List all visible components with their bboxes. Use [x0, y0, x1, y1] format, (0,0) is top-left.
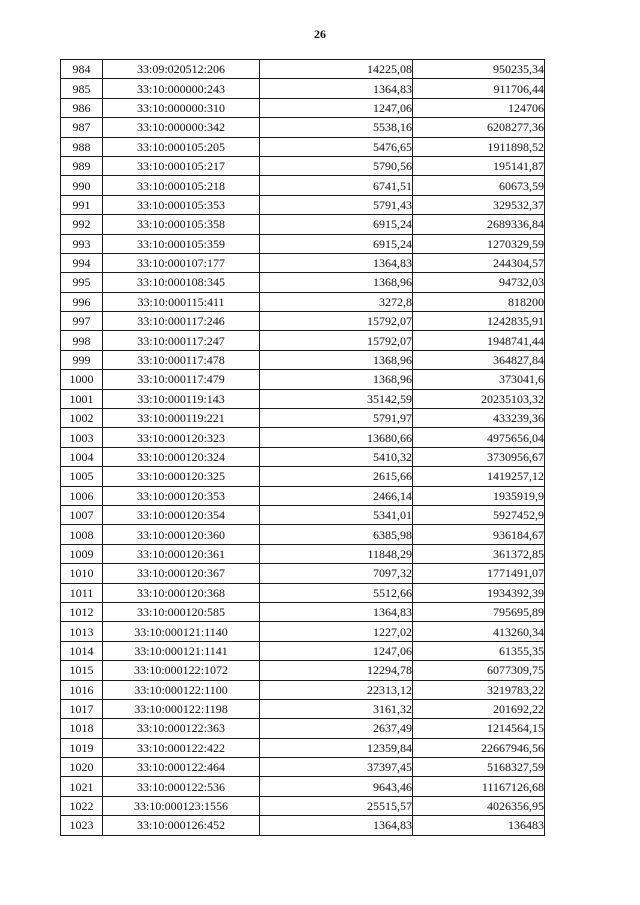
area-cell: 22313,12	[260, 680, 413, 699]
table-row	[61, 176, 545, 195]
area-cell: 12294,78	[260, 661, 413, 680]
area-cell: 1364,83	[260, 79, 413, 98]
value-cell: 1771491,07	[413, 564, 545, 583]
table-row	[61, 118, 545, 137]
cadastral-number-cell: 33:10:000122:1072	[103, 661, 260, 680]
row-number-cell: 996	[61, 292, 103, 311]
area-cell: 1368,96	[260, 273, 413, 292]
area-cell: 5341,01	[260, 505, 413, 524]
row-number-cell: 1001	[61, 389, 103, 408]
table-row	[61, 544, 545, 563]
row-number-cell: 1022	[61, 796, 103, 815]
area-cell: 5791,43	[260, 195, 413, 214]
row-number-cell: 998	[61, 331, 103, 350]
row-number-cell: 987	[61, 118, 103, 137]
value-cell: 1935919,9	[413, 486, 545, 505]
table-row	[61, 486, 545, 505]
area-cell: 12359,84	[260, 738, 413, 757]
value-cell: 3219783,22	[413, 680, 545, 699]
row-number-cell: 1010	[61, 564, 103, 583]
value-cell: 136483	[413, 816, 545, 835]
row-number-cell: 1023	[61, 816, 103, 835]
row-number-cell: 989	[61, 156, 103, 175]
value-cell: 195141,87	[413, 156, 545, 175]
cadastral-number-cell: 33:10:000000:243	[103, 79, 260, 98]
area-cell: 2637,49	[260, 719, 413, 738]
value-cell: 329532,37	[413, 195, 545, 214]
area-cell: 1368,96	[260, 370, 413, 389]
row-number-cell: 1013	[61, 622, 103, 641]
value-cell: 413260,34	[413, 622, 545, 641]
cadastral-number-cell: 33:10:000120:353	[103, 486, 260, 505]
table-row	[61, 215, 545, 234]
area-cell: 1364,83	[260, 253, 413, 272]
cadastral-number-cell: 33:10:000123:1556	[103, 796, 260, 815]
area-cell: 11848,29	[260, 544, 413, 563]
value-cell: 60673,59	[413, 176, 545, 195]
table-row	[61, 195, 545, 214]
area-cell: 37397,45	[260, 758, 413, 777]
table-row	[61, 156, 545, 175]
table-row	[61, 505, 545, 524]
table-row	[61, 583, 545, 602]
row-number-cell: 985	[61, 79, 103, 98]
cadastral-number-cell: 33:10:000117:478	[103, 350, 260, 369]
row-number-cell: 994	[61, 253, 103, 272]
value-cell: 373041,6	[413, 370, 545, 389]
table-row	[61, 98, 545, 117]
row-number-cell: 1014	[61, 641, 103, 660]
area-cell: 1364,83	[260, 816, 413, 835]
area-cell: 15792,07	[260, 312, 413, 331]
value-cell: 61355,35	[413, 641, 545, 660]
table-row	[61, 680, 545, 699]
table-row	[61, 602, 545, 621]
row-number-cell: 992	[61, 215, 103, 234]
row-number-cell: 1011	[61, 583, 103, 602]
table-row	[61, 234, 545, 253]
area-cell: 5790,56	[260, 156, 413, 175]
row-number-cell: 997	[61, 312, 103, 331]
row-number-cell: 1005	[61, 467, 103, 486]
cadastral-number-cell: 33:10:000120:368	[103, 583, 260, 602]
value-cell: 1242835,91	[413, 312, 545, 331]
value-cell: 1270329,59	[413, 234, 545, 253]
cadastral-number-cell: 33:10:000105:358	[103, 215, 260, 234]
table-row	[61, 525, 545, 544]
row-number-cell: 1004	[61, 447, 103, 466]
row-number-cell: 1020	[61, 758, 103, 777]
cadastral-number-cell: 33:10:000105:353	[103, 195, 260, 214]
area-cell: 5538,16	[260, 118, 413, 137]
table-row	[61, 719, 545, 738]
table-row	[61, 622, 545, 641]
value-cell: 911706,44	[413, 79, 545, 98]
area-cell: 14225,08	[260, 60, 413, 79]
value-cell: 4975656,04	[413, 428, 545, 447]
row-number-cell: 1015	[61, 661, 103, 680]
table-row	[61, 370, 545, 389]
area-cell: 15792,07	[260, 331, 413, 350]
value-cell: 6208277,36	[413, 118, 545, 137]
table-row	[61, 137, 545, 156]
value-cell: 1948741,44	[413, 331, 545, 350]
row-number-cell: 991	[61, 195, 103, 214]
cadastral-number-cell: 33:10:000120:361	[103, 544, 260, 563]
value-cell: 124706	[413, 98, 545, 117]
row-number-cell: 1018	[61, 719, 103, 738]
table-row	[61, 564, 545, 583]
cadastral-number-cell: 33:10:000122:1100	[103, 680, 260, 699]
area-cell: 6385,98	[260, 525, 413, 544]
value-cell: 11167126,68	[413, 777, 545, 796]
row-number-cell: 990	[61, 176, 103, 195]
area-cell: 3272,8	[260, 292, 413, 311]
value-cell: 201692,22	[413, 699, 545, 718]
table-row	[61, 79, 545, 98]
table-row	[61, 292, 545, 311]
table-row	[61, 409, 545, 428]
cadastral-number-cell: 33:10:000122:464	[103, 758, 260, 777]
table-row	[61, 350, 545, 369]
row-number-cell: 1012	[61, 602, 103, 621]
value-cell: 4026356,95	[413, 796, 545, 815]
area-cell: 1247,06	[260, 98, 413, 117]
value-cell: 1911898,52	[413, 137, 545, 156]
cadastral-number-cell: 33:10:000120:323	[103, 428, 260, 447]
cadastral-number-cell: 33:10:000105:205	[103, 137, 260, 156]
cadastral-number-cell: 33:10:000119:143	[103, 389, 260, 408]
value-cell: 936184,67	[413, 525, 545, 544]
area-cell: 2466,14	[260, 486, 413, 505]
cadastral-number-cell: 33:10:000121:1140	[103, 622, 260, 641]
cadastral-number-cell: 33:10:000121:1141	[103, 641, 260, 660]
table-row	[61, 331, 545, 350]
cadastral-number-cell: 33:10:000120:354	[103, 505, 260, 524]
cadastral-number-cell: 33:10:000122:536	[103, 777, 260, 796]
area-cell: 13680,66	[260, 428, 413, 447]
table-row	[61, 641, 545, 660]
table-row	[61, 312, 545, 331]
value-cell: 950235,34	[413, 60, 545, 79]
value-cell: 5927452,9	[413, 505, 545, 524]
cadastral-number-cell: 33:10:000000:342	[103, 118, 260, 137]
area-cell: 1368,96	[260, 350, 413, 369]
cadastral-number-cell: 33:10:000000:310	[103, 98, 260, 117]
row-number-cell: 995	[61, 273, 103, 292]
cadastral-number-cell: 33:10:000119:221	[103, 409, 260, 428]
value-cell: 5168327,59	[413, 758, 545, 777]
row-number-cell: 1007	[61, 505, 103, 524]
row-number-cell: 1009	[61, 544, 103, 563]
cadastral-number-cell: 33:10:000120:325	[103, 467, 260, 486]
row-number-cell: 1006	[61, 486, 103, 505]
area-cell: 1364,83	[260, 602, 413, 621]
area-cell: 2615,66	[260, 467, 413, 486]
table-row	[61, 447, 545, 466]
value-cell: 3730956,67	[413, 447, 545, 466]
cadastral-number-cell: 33:10:000122:422	[103, 738, 260, 757]
cadastral-number-cell: 33:10:000117:479	[103, 370, 260, 389]
value-cell: 1419257,12	[413, 467, 545, 486]
area-cell: 35142,59	[260, 389, 413, 408]
row-number-cell: 1017	[61, 699, 103, 718]
cadastral-number-cell: 33:10:000105:217	[103, 156, 260, 175]
row-number-cell: 986	[61, 98, 103, 117]
cadastral-number-cell: 33:10:000105:359	[103, 234, 260, 253]
value-cell: 20235103,32	[413, 389, 545, 408]
table-row	[61, 699, 545, 718]
area-cell: 5476,65	[260, 137, 413, 156]
cadastral-number-cell: 33:10:000117:247	[103, 331, 260, 350]
cadastral-number-cell: 33:10:000120:360	[103, 525, 260, 544]
value-cell: 795695,89	[413, 602, 545, 621]
cadastral-number-cell: 33:10:000105:218	[103, 176, 260, 195]
cadastral-number-cell: 33:10:000120:324	[103, 447, 260, 466]
row-number-cell: 1002	[61, 409, 103, 428]
value-cell: 364827,84	[413, 350, 545, 369]
area-cell: 6915,24	[260, 234, 413, 253]
cadastral-number-cell: 33:10:000115:411	[103, 292, 260, 311]
area-cell: 7097,32	[260, 564, 413, 583]
row-number-cell: 1021	[61, 777, 103, 796]
value-cell: 818200	[413, 292, 545, 311]
cadastral-number-cell: 33:10:000126:452	[103, 816, 260, 835]
row-number-cell: 993	[61, 234, 103, 253]
row-number-cell: 1000	[61, 370, 103, 389]
value-cell: 361372,85	[413, 544, 545, 563]
table-row	[61, 389, 545, 408]
value-cell: 1934392,39	[413, 583, 545, 602]
cadastral-number-cell: 33:10:000120:585	[103, 602, 260, 621]
value-cell: 1214564,15	[413, 719, 545, 738]
table-row	[61, 661, 545, 680]
area-cell: 5512,66	[260, 583, 413, 602]
table-row	[61, 467, 545, 486]
area-cell: 1247,06	[260, 641, 413, 660]
cadastral-number-cell: 33:10:000117:246	[103, 312, 260, 331]
row-number-cell: 984	[61, 60, 103, 79]
area-cell: 5410,32	[260, 447, 413, 466]
cadastral-number-cell: 33:09:020512:206	[103, 60, 260, 79]
value-cell: 6077309,75	[413, 661, 545, 680]
row-number-cell: 1019	[61, 738, 103, 757]
area-cell: 9643,46	[260, 777, 413, 796]
table-body	[61, 60, 545, 836]
table-row	[61, 60, 545, 79]
value-cell: 433239,36	[413, 409, 545, 428]
table-row	[61, 816, 545, 835]
row-number-cell: 988	[61, 137, 103, 156]
cadastral-number-cell: 33:10:000120:367	[103, 564, 260, 583]
table-row	[61, 738, 545, 757]
table-row	[61, 253, 545, 272]
row-number-cell: 1003	[61, 428, 103, 447]
area-cell: 5791,97	[260, 409, 413, 428]
area-cell: 25515,57	[260, 796, 413, 815]
row-number-cell: 1008	[61, 525, 103, 544]
page-number: 26	[314, 27, 326, 41]
value-cell: 94732,03	[413, 273, 545, 292]
table-row	[61, 796, 545, 815]
value-cell: 2689336,84	[413, 215, 545, 234]
area-cell: 3161,32	[260, 699, 413, 718]
table-row	[61, 777, 545, 796]
cadastral-number-cell: 33:10:000107:177	[103, 253, 260, 272]
cadastral-number-cell: 33:10:000108:345	[103, 273, 260, 292]
area-cell: 6915,24	[260, 215, 413, 234]
cadastral-table	[60, 59, 545, 836]
table-row	[61, 428, 545, 447]
area-cell: 1227,02	[260, 622, 413, 641]
value-cell: 22667946,56	[413, 738, 545, 757]
value-cell: 244304,57	[413, 253, 545, 272]
row-number-cell: 1016	[61, 680, 103, 699]
cadastral-number-cell: 33:10:000122:1198	[103, 699, 260, 718]
cadastral-number-cell: 33:10:000122:363	[103, 719, 260, 738]
table-row	[61, 758, 545, 777]
area-cell: 6741,51	[260, 176, 413, 195]
row-number-cell: 999	[61, 350, 103, 369]
table-row	[61, 273, 545, 292]
